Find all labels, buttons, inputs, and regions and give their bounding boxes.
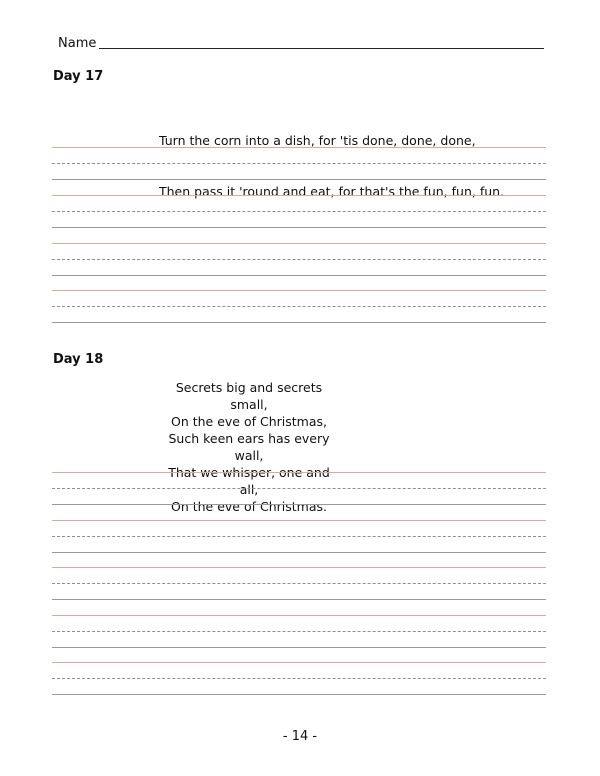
base-line [52,504,546,505]
red-top-line [52,615,546,616]
day-17-heading: Day 17 [53,69,104,84]
red-top-line [52,662,546,663]
base-line [52,227,546,228]
dashed-mid-line [52,536,546,537]
dashed-mid-line [52,488,546,489]
page-number: - 14 - [282,729,318,744]
poem-line: Turn the corn into a dish, for 'tis done, done, done, [159,133,476,148]
dashed-mid-line [52,259,546,260]
red-top-line [52,520,546,521]
dashed-mid-line [52,163,546,164]
poem-line: Such keen ears has every wall, [168,431,330,463]
red-top-line [52,147,546,148]
base-line [52,647,546,648]
red-top-line [52,472,546,473]
day-18-heading: Day 18 [53,352,104,367]
red-top-line [52,290,546,291]
base-line [52,694,546,695]
red-top-line [52,567,546,568]
poem-line: On the eve of Christmas. [171,499,327,514]
dashed-mid-line [52,678,546,679]
name-label: Name [58,36,97,51]
base-line [52,599,546,600]
base-line [52,552,546,553]
dashed-mid-line [52,211,546,212]
poem-line: That we whisper, one and all, [168,465,330,497]
base-line [52,322,546,323]
red-top-line [52,195,546,196]
day-17-poem [159,98,504,217]
dashed-mid-line [52,583,546,584]
poem-line: Then pass it 'round and eat, for that's the fun, fun, fun. [159,184,505,199]
base-line [52,179,546,180]
poem-line: On the eve of Christmas, [171,414,327,429]
red-top-line [52,243,546,244]
poem-line: Secrets big and secrets small, [175,380,323,412]
dashed-mid-line [52,631,546,632]
dashed-mid-line [52,306,546,307]
day-18-poem [159,379,339,515]
base-line [52,275,546,276]
name-blank-line[interactable] [99,48,544,49]
